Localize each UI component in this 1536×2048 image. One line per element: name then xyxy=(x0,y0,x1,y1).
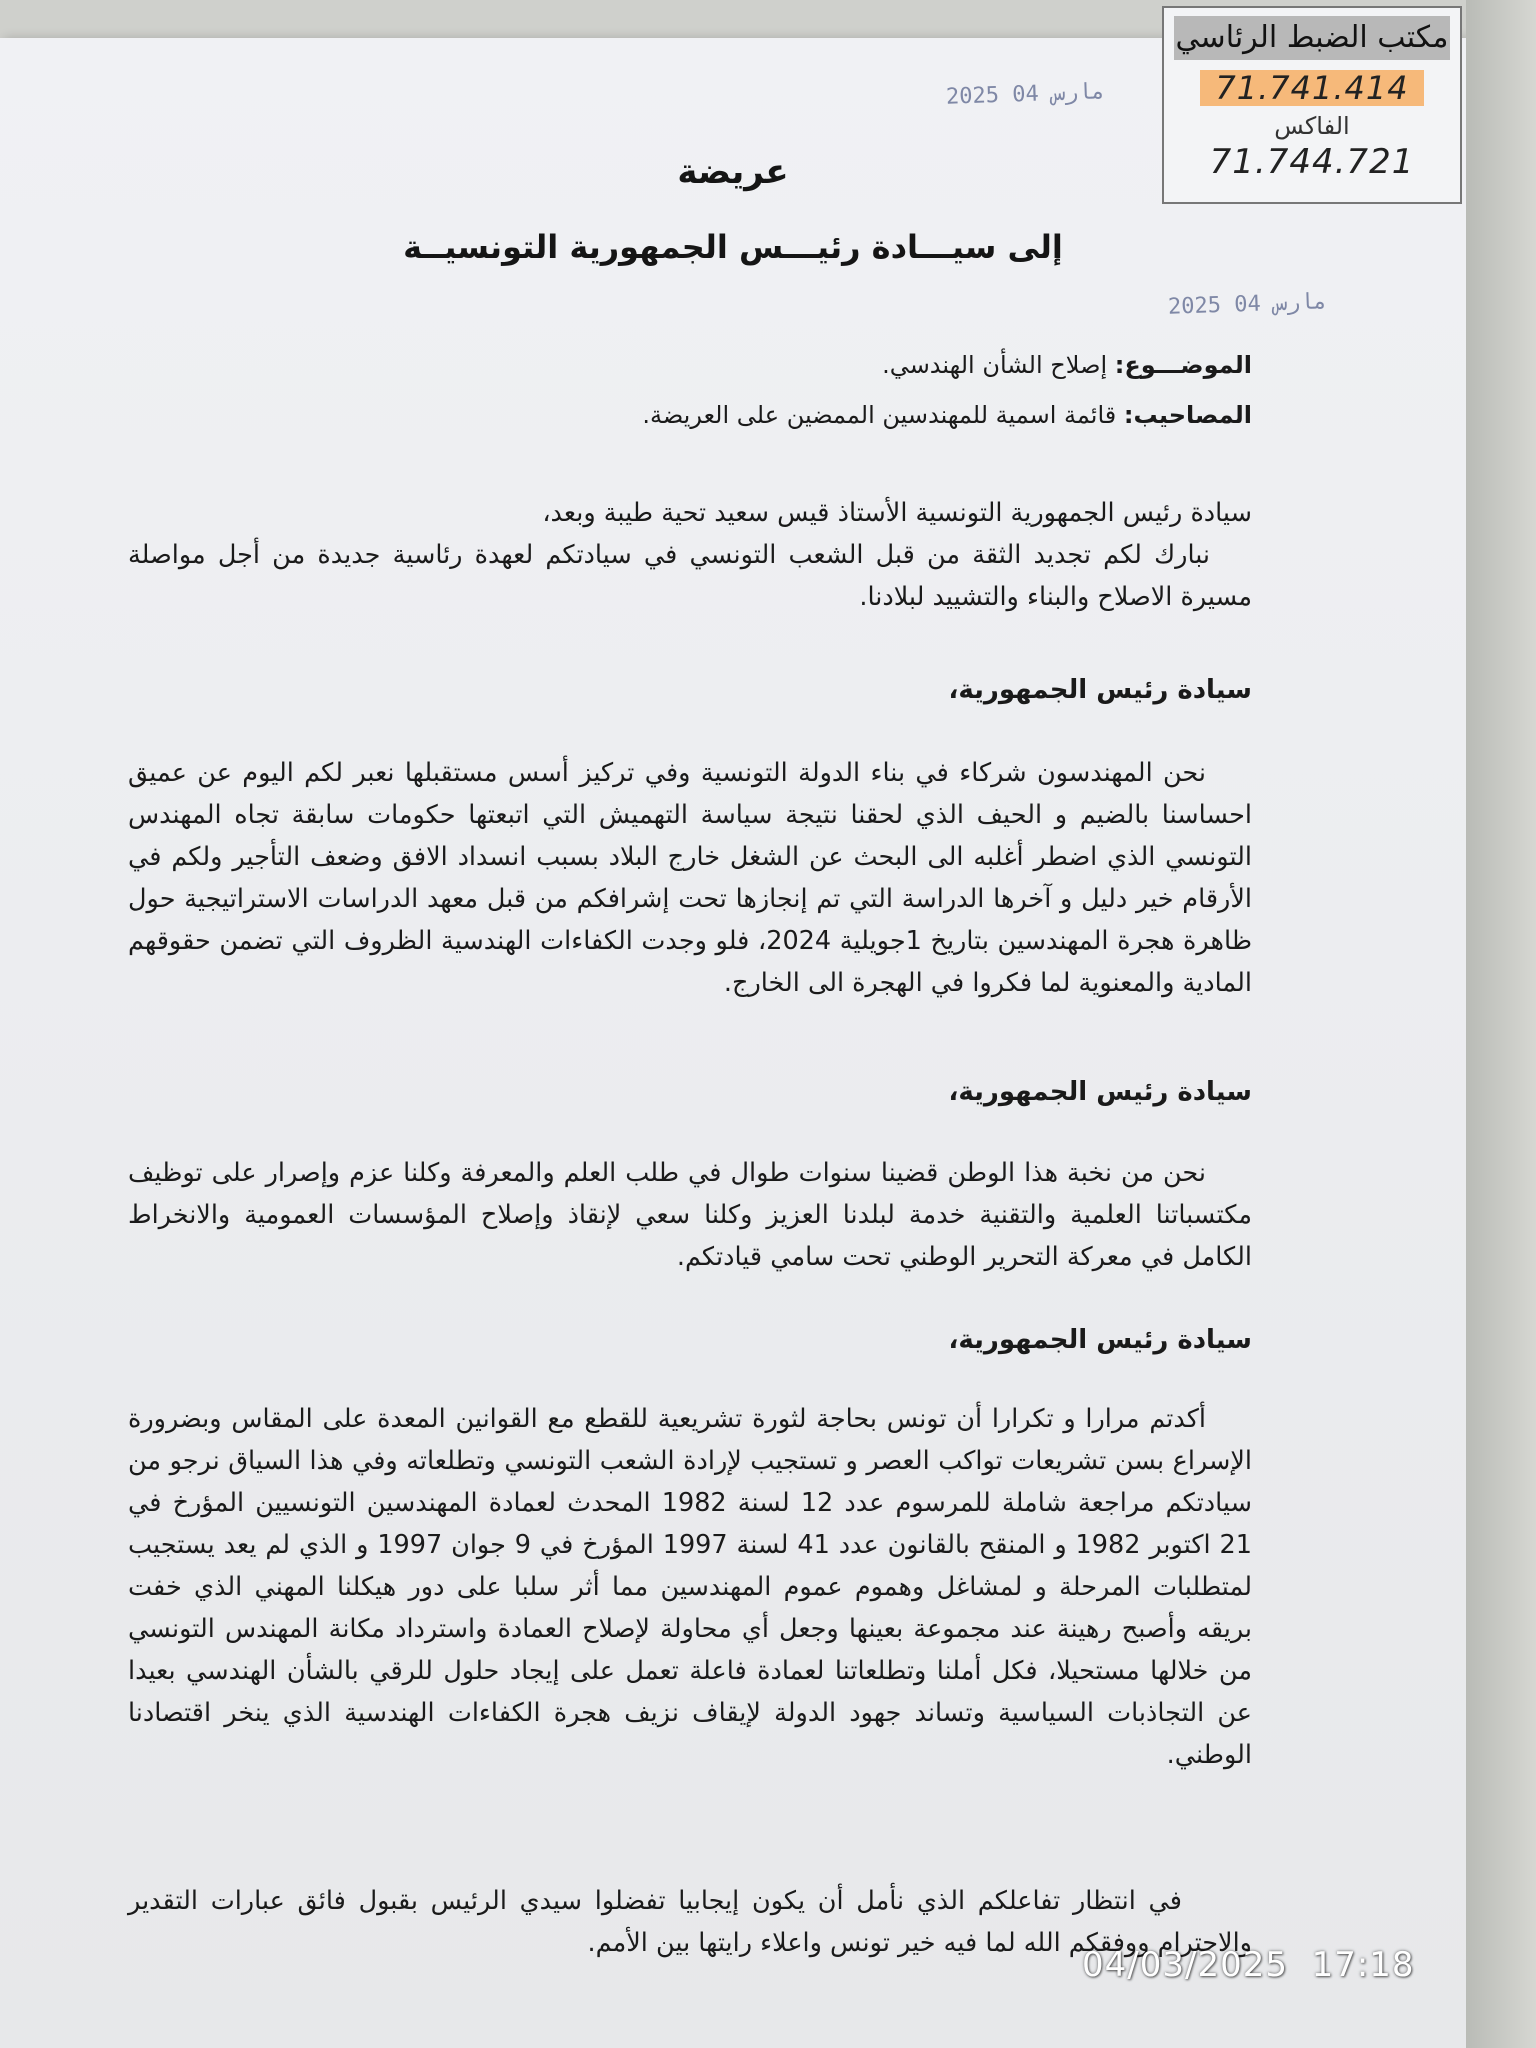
office-label: مكتب الضبط الرئاسي xyxy=(1174,16,1450,60)
body-paragraph-3: أكدتم مرارا و تكرارا أن تونس بحاجة لثورة تشريعية للقطع مع القوانين المعدة على المقاس وبضرورة الإسراع بسن تشريعات تواكب العصر و تستجيب لإرادة الشعب التونسي وتطلعاته وفي هذا السياق نرجو من سيادتكم مراجعة شاملة للمرسوم عدد 12 لسنة 1982 المحدث لعمادة المهندسين التونسيين المؤرخ في 21 اكتوبر 1982 و المنقح بالقانون عدد 41 لسنة 1997 المؤرخ في 9 جوان 1997 و الذي لم يعد يستجيب لمتطلبات المرحلة و لمشاغل وهموم عموم المهندسين مما أثر سلبا على دور هيكلنا المهني الذي خفت بريقه وأصبح رهينة عند مجموعة بعينها وجعل أي محاولة لإصلاح العمادة واسترداد مكانة المهندس التونسي من خلالها مستحيلا، فكل أملنا وتطلعاتنا لعمادة فاعلة تعمل على إيجاد حلول للرقي بالشأن الهندسي بعيدا عن التجاذبات السياسية وتساند جهود الدولة لإيقاف نزيف هجرة الكفاءات الهندسية الذي ينخر اقتصادنا الوطني. xyxy=(128,1404,1252,1770)
fax-number: 71.744.721 xyxy=(1209,142,1415,182)
subject-label: الموضـــوع: xyxy=(1114,351,1252,379)
section-3 xyxy=(128,1325,1252,1355)
subject-block xyxy=(128,340,1252,440)
section-2-body xyxy=(128,1152,1252,1278)
body-paragraph-1: نحن المهندسون شركاء في بناء الدولة التونسية وفي تركيز أسس مستقبلها نعبر لكم اليوم عن عميق احساسنا بالضيم و الحيف الذي لحقنا نتيجة سياسة التهميش التي اتبعتها حكومات سابقة تجاه المهندس التونسي الذي اضطر أغلبه الى البحث عن الشغل خارج البلاد بسبب انسداد الافق وضعف التأجير ولكم في الأرقام خير دليل و آخرها الدراسة التي تم إنجازها تحت إشرافكم من قبل معهد الدراسات الاستراتيجية حول ظاهرة هجرة المهندسين بتاريخ 1جويلية 2024، فلو وجدت الكفاءات الهندسية الظروف التي تضمن حقوقهم المادية والمعنوية لما فكروا في الهجرة الى الخارج. xyxy=(128,758,1253,998)
salutation: سيادة رئيس الجمهورية، xyxy=(948,1077,1252,1107)
subject-line xyxy=(128,340,1252,390)
received-date-stamp: 2025 مارس 04 xyxy=(1167,289,1328,320)
received-date-stamp: 2025 مارس 04 xyxy=(945,79,1106,110)
section-2 xyxy=(128,1077,1252,1107)
attachments-line xyxy=(128,390,1252,440)
salutation: سيادة رئيس الجمهورية، xyxy=(948,675,1252,705)
background-surface xyxy=(1466,0,1536,2048)
office-phone: 71.741.414 xyxy=(1200,70,1424,106)
salutation: سيادة رئيس الجمهورية، xyxy=(948,1325,1252,1355)
greeting-block xyxy=(128,492,1252,618)
section-1 xyxy=(128,675,1252,705)
closing-paragraph: في انتظار تفاعلكم الذي نأمل أن يكون إيجابيا تفضلوا سيدي الرئيس بقبول فائق عبارات التقدير والاحترام ووفقكم الله لما فيه خير تونس واعلاء رايتها بين الأمم. xyxy=(128,1886,1252,1958)
greeting: سيادة رئيس الجمهورية التونسية الأستاذ قيس سعيد تحية طيبة وبعد، xyxy=(542,498,1252,528)
section-3-body xyxy=(128,1398,1252,1776)
attachments-value: قائمة اسمية للمهندسين الممضين على العريضة. xyxy=(642,401,1117,429)
subject-value: إصلاح الشأن الهندسي. xyxy=(882,351,1108,379)
section-1-body xyxy=(128,752,1252,1004)
document-addressee: إلى سيـــادة رئيـــس الجمهورية التونسيــة xyxy=(403,228,1063,266)
intro-paragraph: نبارك لكم تجديد الثقة من قبل الشعب التونسي في سيادتكم لعهدة رئاسية جديدة من أجل مواصلة مسيرة الاصلاح والبناء والتشييد لبلادنا. xyxy=(128,540,1252,612)
body-paragraph-2: نحن من نخبة هذا الوطن قضينا سنوات طوال في طلب العلم والمعرفة وكلنا عزم وإصرار على توظيف مكتسباتنا العلمية والتقنية خدمة لبلدنا العزيز وكلنا سعي لإنقاذ وإصلاح المؤسسات العمومية والانخراط الكامل في معركة التحرير الوطني تحت سامي قيادتكم. xyxy=(128,1158,1252,1272)
fax-label: الفاكس xyxy=(1274,112,1350,140)
document-title: عريضة xyxy=(677,152,789,192)
photo-timestamp: 04/03/2025 17:18 xyxy=(1082,1945,1415,1985)
attachments-label: المصاحيب: xyxy=(1123,401,1252,429)
